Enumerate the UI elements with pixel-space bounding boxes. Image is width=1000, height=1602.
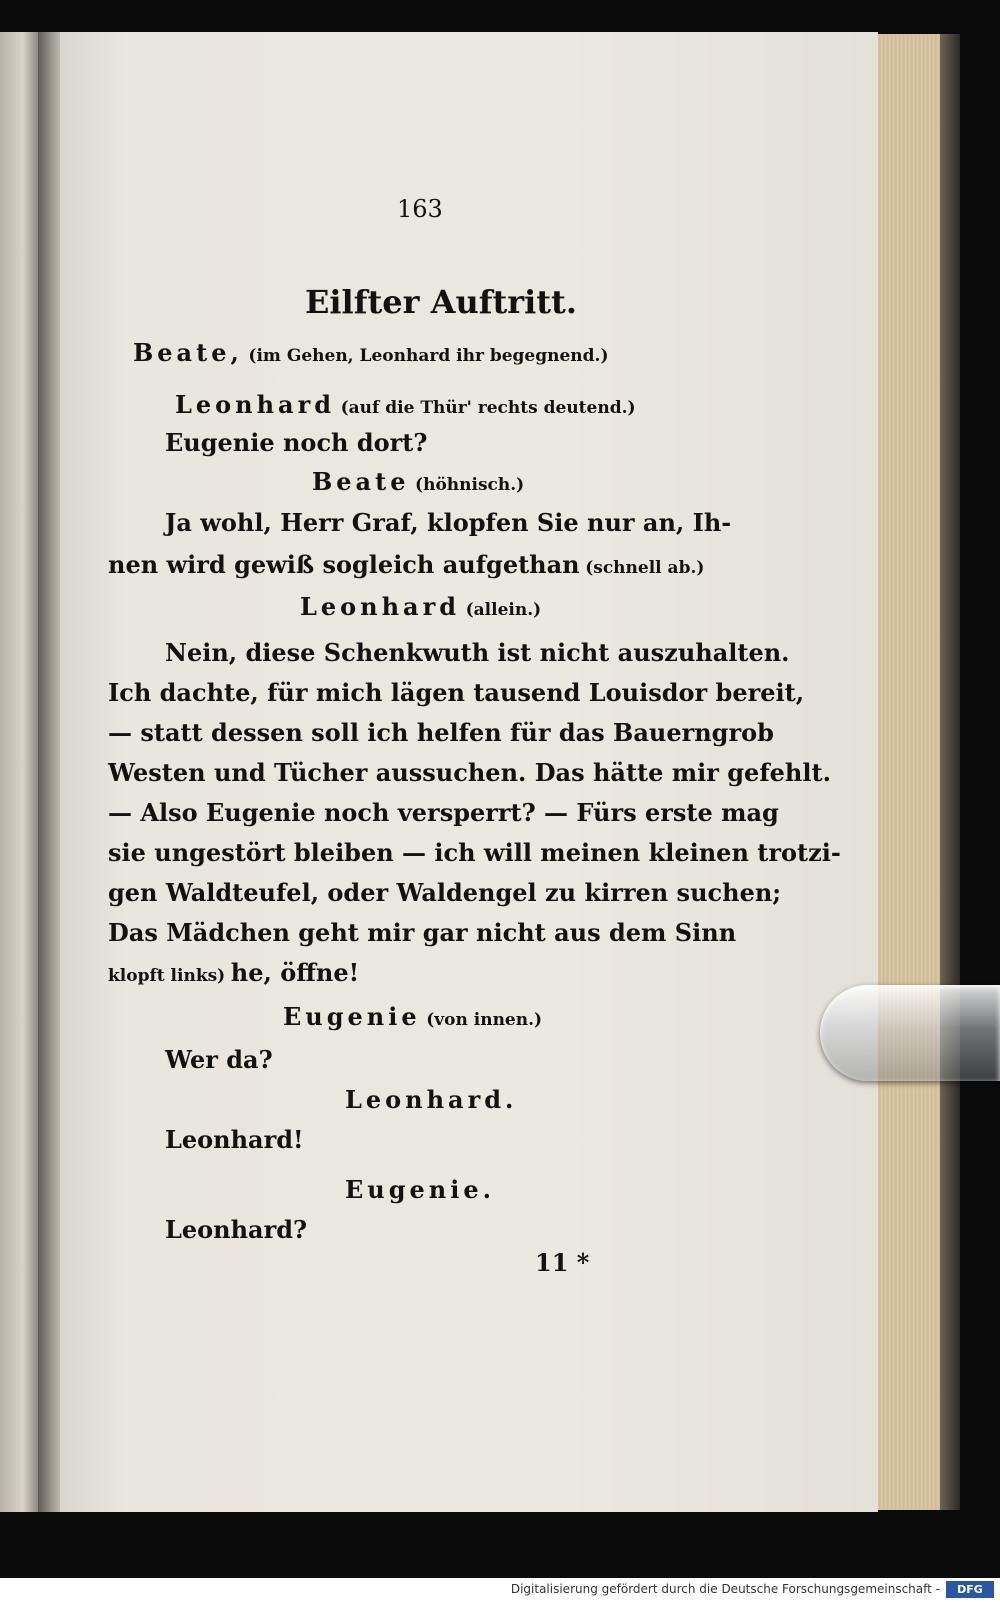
dialogue-line: Ich dachte, für mich lägen tausend Louisdor bereit,: [108, 678, 805, 707]
dialogue-line: Eugenie noch dort?: [165, 428, 428, 457]
dialogue-line: sie ungestört bleiben — ich will meinen kleinen trotzi-: [108, 838, 841, 867]
dialogue-line: — Also Eugenie noch versperrt? — Fürs erste mag: [108, 798, 779, 827]
signature-mark: 11 *: [535, 1248, 590, 1277]
dialogue-line: [108, 958, 359, 987]
scene-heading: Eilfter Auftritt.: [305, 283, 577, 321]
dialogue-line: Leonhard?: [165, 1215, 308, 1244]
page-holder-clip: [820, 985, 1000, 1081]
dialogue-line: [108, 550, 704, 579]
dialogue-line: gen Waldteufel, oder Waldengel zu kirren suchen;: [108, 878, 782, 907]
book-gutter: [38, 32, 62, 1512]
stage-line: [133, 338, 609, 367]
book-cover-edge: [940, 34, 960, 1510]
dialogue-line: — statt dessen soll ich helfen für das Bauerngrob: [108, 718, 774, 747]
stage-direction: klopft links): [108, 966, 226, 986]
speaker-name: Eugenie.: [345, 1175, 495, 1204]
dialogue-line: Das Mädchen geht mir gar nicht aus dem Sinn: [108, 918, 737, 947]
stage-direction: (schnell ab.): [585, 558, 705, 578]
speaker-name: Beate: [312, 467, 410, 496]
dialogue-line: Nein, diese Schenkwuth ist nicht auszuhalten.: [165, 638, 790, 667]
page-stack-edge: [878, 34, 940, 1510]
stage-direction: (allein.): [465, 600, 542, 620]
dialogue-line: Ja wohl, Herr Graf, klopfen Sie nur an, Ih-: [165, 508, 732, 537]
dialogue-text: he, öffne!: [230, 958, 360, 987]
funding-credit: Digitalisierung gefördert durch die Deutsche Forschungsgemeinschaft -: [510, 1582, 940, 1596]
dialogue-line: Westen und Tücher aussuchen. Das hätte mir gefehlt.: [108, 758, 831, 787]
dialogue-line: Wer da?: [165, 1045, 273, 1074]
footer-bar: [0, 1578, 1000, 1602]
dialogue-text: nen wird gewiß sogleich aufgethan: [108, 550, 580, 579]
speaker-name: Leonhard: [300, 592, 461, 621]
dialogue-line: Leonhard!: [165, 1125, 304, 1154]
stage-line: [175, 390, 636, 419]
speaker-name: Leonhard: [175, 390, 336, 419]
speaker-name: Eugenie: [283, 1002, 421, 1031]
left-page-edge: [0, 32, 38, 1512]
speaker-name: Leonhard.: [345, 1085, 518, 1114]
stage-direction: (im Gehen, Leonhard ihr begegnend.): [248, 346, 609, 366]
stage-direction: (höhnisch.): [415, 475, 525, 495]
stage-line: [312, 467, 524, 496]
speaker-name: Beate,: [133, 338, 243, 367]
dfg-logo: DFG: [946, 1581, 994, 1598]
page-number: 163: [397, 195, 443, 223]
stage-line: [283, 1002, 542, 1031]
stage-line: [300, 592, 541, 621]
stage-direction: (von innen.): [426, 1010, 543, 1030]
stage-direction: (auf die Thür' rechts deutend.): [340, 398, 636, 418]
